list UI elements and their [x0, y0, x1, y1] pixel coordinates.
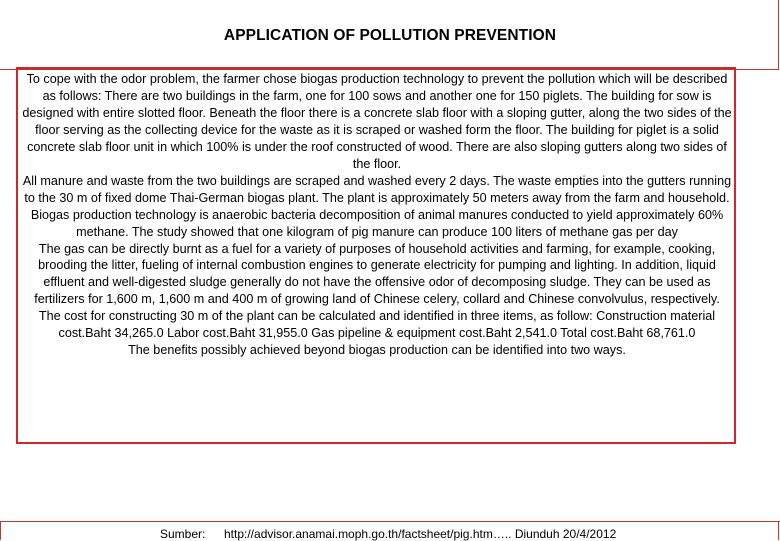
footer-divider [0, 521, 780, 522]
paragraph-gas-uses: The gas can be directly burnt as a fuel for a variety of purposes of household activities and farming, for example, cooking, brooding the litter, fueling of internal combustion engines to generate electricity for pumping and lighting. In addition, liquid effluent and well-digested sludge generally do not have the offensive odor of decomposing sludge. They can be used as fertilizers for 1,600 m, 1,600 m and 400 m of growing land of Chinese celery, collard and Chinese convolvulus, respectively. [34, 241, 720, 307]
paragraph-manure-handling: All manure and waste from the two buildings are scraped and washed every 2 days. The waste empties into the gutters running to the 30 m of fixed dome Thai-German biogas plant. The plant is approximately 50 meters away from the farm and household. [22, 173, 732, 205]
footer-source-label: Sumber: [160, 527, 206, 541]
paragraph-construction-cost: The cost for constructing 30 m of the plant can be calculated and identified in three items, as follow: Construction material cost.Baht 34,265.0 Labor cost.Baht 31,955.0 Gas pipeline & equipment cost.Baht 2,541.0 Total cost.Baht 68,761.0 [38, 309, 716, 341]
footer-left-border [0, 521, 1, 540]
footer-right-border [778, 521, 779, 540]
slide-title: APPLICATION OF POLLUTION PREVENTION [223, 27, 557, 44]
paragraph-odor-problem: To cope with the odor problem, the farmer chose biogas production technology to prevent the pollution which will be described as follows: There are two buildings in the farm, one for 100 sows and another one for 150 piglets. The building for sow is designed with entire slotted floor. Beneath the floor there is a concrete slab floor with a sloping gutter, along the two sides of the floor serving as the collecting device for the waste as it is scraped or washed form the floor. The building for piglet is a solid concrete slab floor unit in which 100% is under the roof constructed of wood. There are also sloping gutters along two sides of the floor. [22, 72, 732, 171]
footer-source-link[interactable]: http://advisor.anamai.moph.go.th/factsheet/pig.htm….. Diunduh 20/4/2012 [224, 527, 617, 541]
paragraph-benefits: The benefits possibly achieved beyond biogas production can be identified into two ways. [128, 343, 626, 358]
body-text [22, 71, 732, 359]
paragraph-biogas-technology: Biogas production technology is anaerobic bacteria decomposition of animal manures conducted to yield approximately 60% methane. The study showed that one kilogram of pig manure can produce 100 liters of methane gas per day [30, 207, 724, 239]
